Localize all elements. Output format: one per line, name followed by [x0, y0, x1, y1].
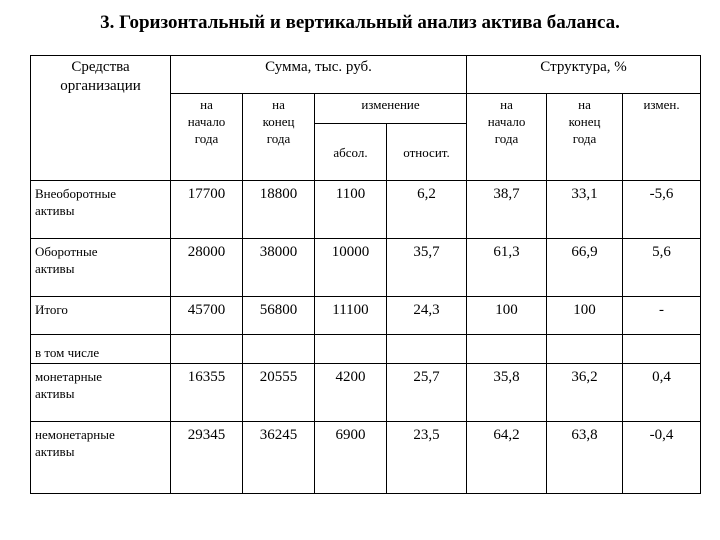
row-label: монетарные активы: [31, 364, 171, 422]
cell-s-end: 36,2: [547, 364, 623, 422]
cell-s-end: 66,9: [547, 239, 623, 297]
cell-abs: 10000: [315, 239, 387, 297]
cell-rel: 35,7: [387, 239, 467, 297]
cell-s-change: -: [623, 297, 701, 335]
cell-end: 56800: [243, 297, 315, 335]
cell-s-end: 33,1: [547, 181, 623, 239]
cell-s-start: 64,2: [467, 422, 547, 494]
cell-start: 17700: [171, 181, 243, 239]
row-label: немонетарные активы: [31, 422, 171, 494]
cell-s-start: 61,3: [467, 239, 547, 297]
cell-start: 45700: [171, 297, 243, 335]
header-assets: Средства организации: [31, 56, 171, 181]
row-label: Внеоборотные активы: [31, 181, 171, 239]
cell-s-change: -0,4: [623, 422, 701, 494]
cell-abs: 4200: [315, 364, 387, 422]
header-end: на конец года: [243, 94, 315, 181]
row-label: Оборотные активы: [31, 239, 171, 297]
cell-abs: 1100: [315, 181, 387, 239]
cell-abs: 11100: [315, 297, 387, 335]
cell-s-change: 0,4: [623, 364, 701, 422]
header-abs: абсол.: [315, 124, 387, 181]
table-row: [31, 422, 701, 494]
cell-end: 38000: [243, 239, 315, 297]
table-row: [31, 239, 701, 297]
cell-s-start: 100: [467, 297, 547, 335]
cell-rel: 6,2: [387, 181, 467, 239]
cell-s-change: 5,6: [623, 239, 701, 297]
header-structure-group: Структура, %: [467, 56, 701, 94]
cell-start: 29345: [171, 422, 243, 494]
cell-rel: 25,7: [387, 364, 467, 422]
cell-s-start: 35,8: [467, 364, 547, 422]
table-row: [31, 335, 701, 364]
cell-start: 28000: [171, 239, 243, 297]
table-row: [31, 181, 701, 239]
page-title: 3. Горизонтальный и вертикальный анализ актива баланса.: [100, 12, 620, 33]
cell-s-start: 38,7: [467, 181, 547, 239]
cell-s-change: -5,6: [623, 181, 701, 239]
row-label: Итого: [31, 297, 171, 335]
header-structure-start: на начало года: [467, 94, 547, 181]
cell-end: 18800: [243, 181, 315, 239]
cell-start: 16355: [171, 364, 243, 422]
cell-s-end: 63,8: [547, 422, 623, 494]
header-start: на начало года: [171, 94, 243, 181]
cell-abs: 6900: [315, 422, 387, 494]
cell-rel: 24,3: [387, 297, 467, 335]
cell-end: 36245: [243, 422, 315, 494]
header-structure-end: на конец года: [547, 94, 623, 181]
cell-end: 20555: [243, 364, 315, 422]
header-structure-change: измен.: [623, 94, 701, 181]
header-change: изменение: [315, 94, 467, 124]
balance-analysis-table: [30, 55, 701, 494]
header-rel: относит.: [387, 124, 467, 181]
cell-s-end: 100: [547, 297, 623, 335]
table-row: [31, 364, 701, 422]
subgroup-label: в том числе: [31, 335, 171, 364]
cell-rel: 23,5: [387, 422, 467, 494]
header-sum-group: Сумма, тыс. руб.: [171, 56, 467, 94]
table-row: [31, 297, 701, 335]
